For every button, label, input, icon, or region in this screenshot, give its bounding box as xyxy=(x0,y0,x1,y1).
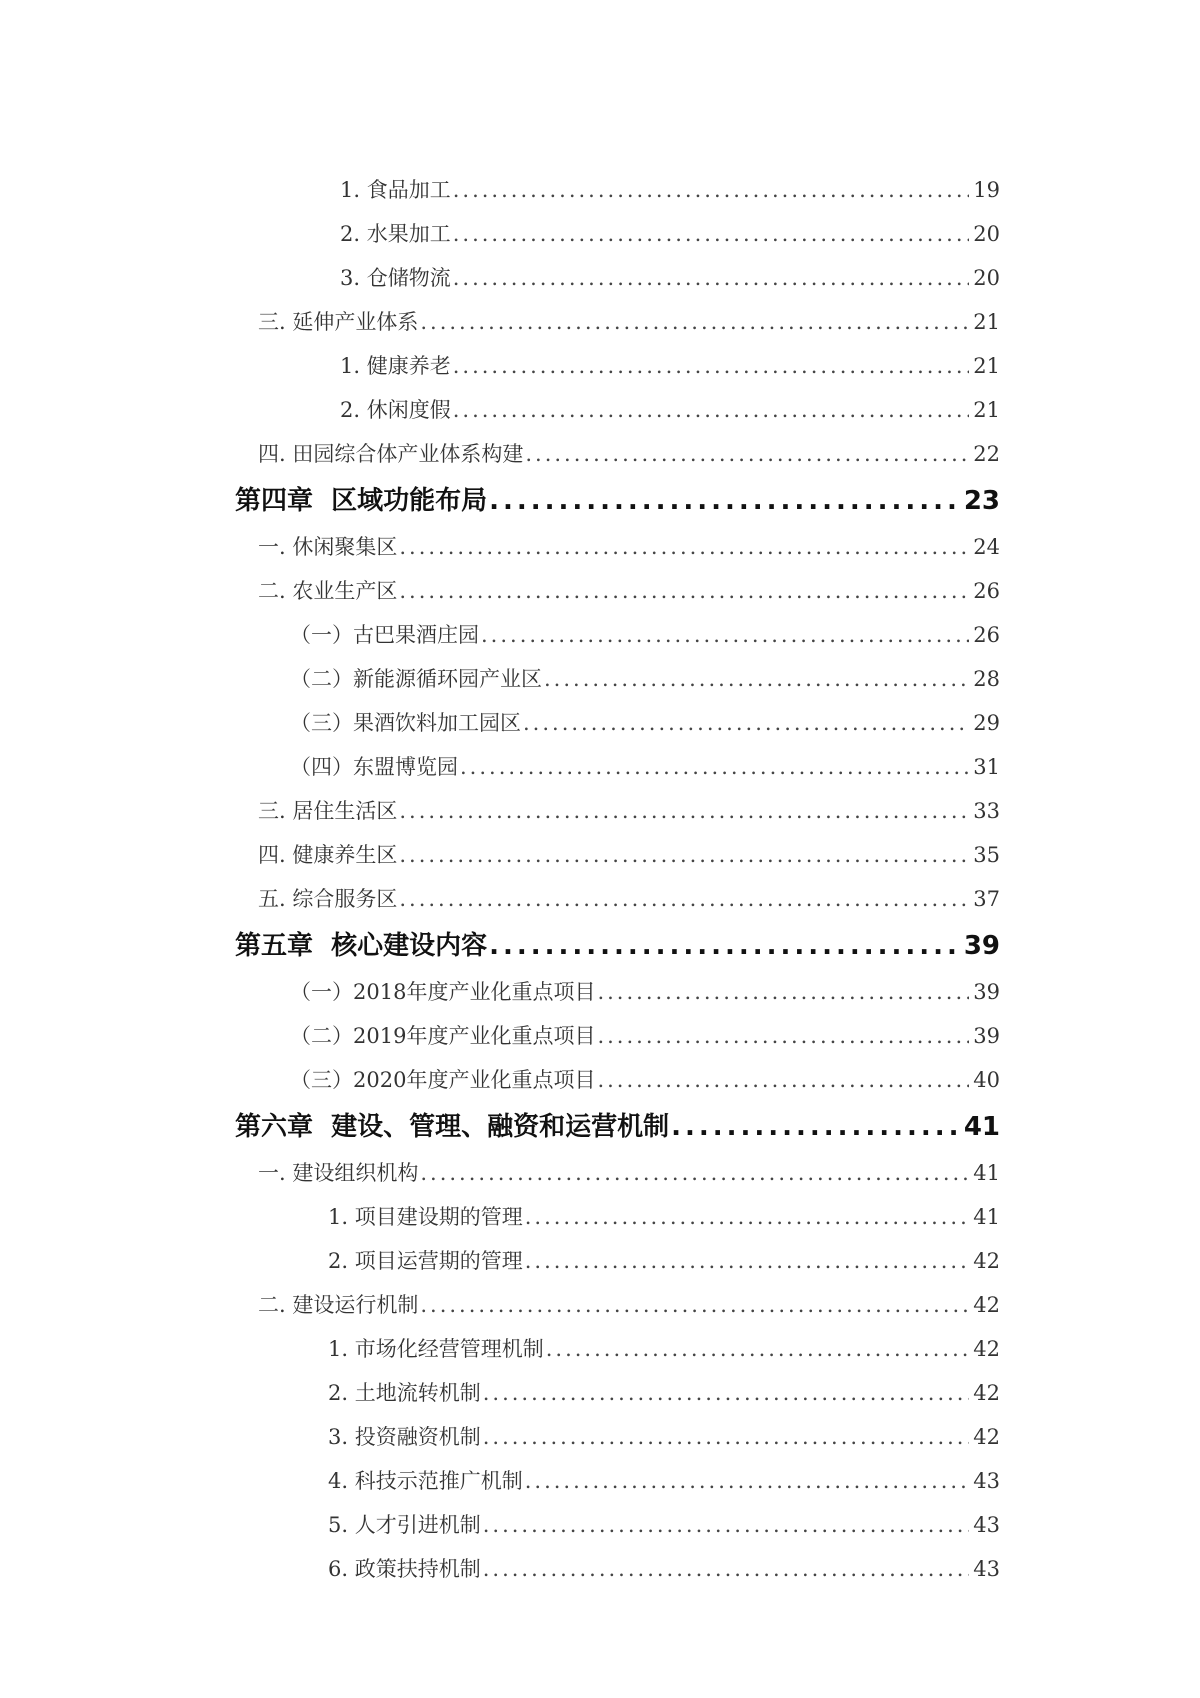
toc-entry-title: 2. 土地流转机制 xyxy=(328,1380,481,1405)
toc-dot-leader xyxy=(523,713,969,734)
toc-dot-leader xyxy=(453,356,970,377)
toc-page-number: 43 xyxy=(973,1512,1000,1537)
toc-entry[interactable] xyxy=(0,701,1200,745)
toc-entry-title: 2. 水果加工 xyxy=(340,221,451,246)
toc-dot-leader xyxy=(420,1295,969,1316)
toc-dot-leader xyxy=(453,224,970,245)
toc-entry[interactable] xyxy=(0,970,1200,1014)
toc-entry-title: （四）东盟博览园 xyxy=(290,754,458,779)
toc-dot-leader xyxy=(671,1114,960,1140)
toc-entry-title: 1. 项目建设期的管理 xyxy=(328,1204,523,1229)
toc-entry[interactable] xyxy=(0,613,1200,657)
toc-page-number: 20 xyxy=(973,221,1000,246)
toc-entry[interactable] xyxy=(0,388,1200,432)
toc-page-number: 42 xyxy=(973,1424,1000,1449)
toc-dot-leader xyxy=(481,625,969,646)
toc-entry-title: 5. 人才引进机制 xyxy=(328,1512,481,1537)
toc-page-number: 31 xyxy=(973,754,1000,779)
toc-page-number: 21 xyxy=(973,397,1000,422)
toc-entry-title: （三）果酒饮料加工园区 xyxy=(290,710,521,735)
toc-entry-title: 一. 休闲聚集区 xyxy=(258,534,398,559)
toc-dot-leader xyxy=(460,757,969,778)
toc-chapter-entry[interactable] xyxy=(0,476,1200,525)
toc-dot-leader xyxy=(597,1070,969,1091)
toc-page-number: 39 xyxy=(973,1023,1000,1048)
toc-page-number: 24 xyxy=(973,534,1000,559)
toc-entry[interactable] xyxy=(0,1327,1200,1371)
toc-entry-title: 2. 项目运营期的管理 xyxy=(328,1248,523,1273)
toc-dot-leader xyxy=(597,982,969,1003)
toc-entry-title: 1. 健康养老 xyxy=(340,353,451,378)
toc-entry-title: （二）2019年度产业化重点项目 xyxy=(290,1023,596,1048)
toc-page-number: 39 xyxy=(963,930,1000,961)
toc-dot-leader xyxy=(399,581,969,602)
toc-entry[interactable] xyxy=(0,1151,1200,1195)
toc-dot-leader xyxy=(525,1471,970,1492)
table-of-contents xyxy=(0,168,1200,1591)
toc-chapter-entry[interactable] xyxy=(0,1102,1200,1151)
toc-entry-title: 二. 建设运行机制 xyxy=(258,1292,419,1317)
toc-dot-leader xyxy=(525,1207,970,1228)
toc-page-number: 26 xyxy=(973,622,1000,647)
toc-page-number: 42 xyxy=(973,1292,1000,1317)
toc-entry-title: 第四章 区域功能布局 xyxy=(235,485,488,516)
toc-entry[interactable] xyxy=(0,525,1200,569)
toc-entry-title: 4. 科技示范推广机制 xyxy=(328,1468,523,1493)
toc-dot-leader xyxy=(420,312,969,333)
toc-dot-leader xyxy=(483,1515,970,1536)
toc-entry[interactable] xyxy=(0,1415,1200,1459)
toc-entry[interactable] xyxy=(0,833,1200,877)
toc-page-number: 41 xyxy=(973,1160,1000,1185)
toc-entry[interactable] xyxy=(0,1547,1200,1591)
toc-entry-title: （一）古巴果酒庄园 xyxy=(290,622,479,647)
toc-page-number: 39 xyxy=(973,979,1000,1004)
toc-dot-leader xyxy=(546,1339,970,1360)
toc-entry[interactable] xyxy=(0,1503,1200,1547)
toc-dot-leader xyxy=(483,1383,970,1404)
toc-dot-leader xyxy=(544,669,969,690)
toc-entry[interactable] xyxy=(0,1459,1200,1503)
toc-entry-title: 1. 市场化经营管理机制 xyxy=(328,1336,544,1361)
toc-page-number: 35 xyxy=(973,842,1000,867)
toc-dot-leader xyxy=(489,488,960,514)
toc-entry[interactable] xyxy=(0,877,1200,921)
toc-entry-title: 6. 政策扶持机制 xyxy=(328,1556,481,1581)
toc-entry[interactable] xyxy=(0,1014,1200,1058)
toc-page-number: 37 xyxy=(973,886,1000,911)
toc-entry[interactable] xyxy=(0,745,1200,789)
toc-entry-title: 一. 建设组织机构 xyxy=(258,1160,419,1185)
toc-page-number: 33 xyxy=(973,798,1000,823)
toc-entry[interactable] xyxy=(0,569,1200,613)
toc-entry-title: 第五章 核心建设内容 xyxy=(235,930,488,961)
toc-page-number: 41 xyxy=(963,1111,1000,1142)
toc-entry-title: （一）2018年度产业化重点项目 xyxy=(290,979,596,1004)
toc-page-number: 42 xyxy=(973,1248,1000,1273)
toc-entry[interactable] xyxy=(0,344,1200,388)
toc-entry-title: 3. 投资融资机制 xyxy=(328,1424,481,1449)
toc-chapter-entry[interactable] xyxy=(0,921,1200,970)
toc-dot-leader xyxy=(399,801,969,822)
toc-page-number: 41 xyxy=(973,1204,1000,1229)
toc-entry[interactable] xyxy=(0,657,1200,701)
toc-entry-title: 三. 居住生活区 xyxy=(258,798,398,823)
toc-page-number: 40 xyxy=(973,1067,1000,1092)
toc-entry-title: 3. 仓储物流 xyxy=(340,265,451,290)
toc-dot-leader xyxy=(483,1559,970,1580)
toc-page-number: 23 xyxy=(963,485,1000,516)
toc-entry[interactable] xyxy=(0,300,1200,344)
toc-dot-leader xyxy=(420,1163,969,1184)
toc-page-number: 20 xyxy=(973,265,1000,290)
toc-page-number: 21 xyxy=(973,353,1000,378)
toc-entry[interactable] xyxy=(0,1239,1200,1283)
toc-entry[interactable] xyxy=(0,212,1200,256)
toc-dot-leader xyxy=(399,537,969,558)
toc-dot-leader xyxy=(453,400,970,421)
toc-page-number: 43 xyxy=(973,1556,1000,1581)
toc-page-number: 22 xyxy=(973,441,1000,466)
toc-page-number: 19 xyxy=(973,177,1000,202)
toc-entry-title: 2. 休闲度假 xyxy=(340,397,451,422)
toc-entry-title: 四. 田园综合体产业体系构建 xyxy=(258,441,524,466)
toc-page-number: 28 xyxy=(973,666,1000,691)
toc-entry[interactable] xyxy=(0,1371,1200,1415)
toc-page-number: 43 xyxy=(973,1468,1000,1493)
toc-page-number: 29 xyxy=(973,710,1000,735)
toc-entry[interactable] xyxy=(0,432,1200,476)
toc-entry-title: （二）新能源循环园产业区 xyxy=(290,666,542,691)
toc-dot-leader xyxy=(453,180,970,201)
toc-dot-leader xyxy=(483,1427,970,1448)
toc-page-number: 42 xyxy=(973,1336,1000,1361)
toc-page-number: 42 xyxy=(973,1380,1000,1405)
toc-entry[interactable] xyxy=(0,789,1200,833)
toc-entry[interactable] xyxy=(0,1283,1200,1327)
toc-page-number: 26 xyxy=(973,578,1000,603)
toc-entry-title: 四. 健康养生区 xyxy=(258,842,398,867)
toc-entry-title: 第六章 建设、管理、融资和运营机制 xyxy=(235,1111,670,1142)
toc-entry[interactable] xyxy=(0,1195,1200,1239)
toc-entry[interactable] xyxy=(0,256,1200,300)
toc-entry-title: （三）2020年度产业化重点项目 xyxy=(290,1067,596,1092)
toc-dot-leader xyxy=(525,1251,970,1272)
toc-entry[interactable] xyxy=(0,168,1200,212)
toc-page-number: 21 xyxy=(973,309,1000,334)
toc-entry-title: 五. 综合服务区 xyxy=(258,886,398,911)
toc-dot-leader xyxy=(525,444,969,465)
toc-entry[interactable] xyxy=(0,1058,1200,1102)
toc-entry-title: 1. 食品加工 xyxy=(340,177,451,202)
toc-dot-leader xyxy=(597,1026,969,1047)
toc-entry-title: 二. 农业生产区 xyxy=(258,578,398,603)
toc-dot-leader xyxy=(453,268,970,289)
toc-dot-leader xyxy=(489,933,960,959)
toc-dot-leader xyxy=(399,889,969,910)
toc-dot-leader xyxy=(399,845,969,866)
toc-entry-title: 三. 延伸产业体系 xyxy=(258,309,419,334)
